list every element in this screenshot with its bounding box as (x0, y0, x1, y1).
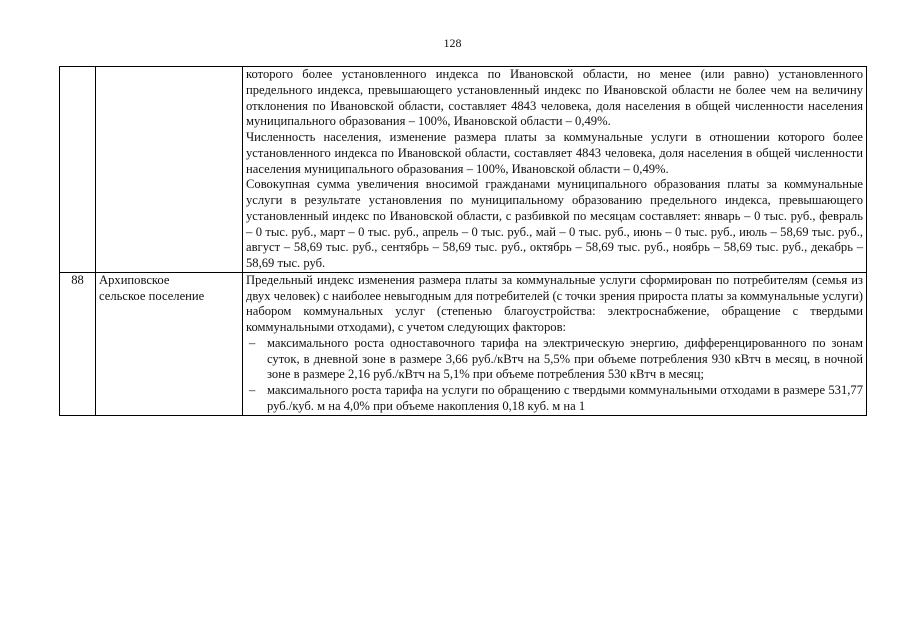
paragraph: Численность населения, изменение размера платы за коммунальные услуги в отношении которого более установленного индекса по Ивановской области, составляет 4843 человека, доля населения в общей численности населения муниципального образования – 100%, Ивановской области – 0,49%. (246, 130, 863, 176)
list-item (246, 336, 863, 383)
paragraph: Совокупная сумма увеличения вносимой гражданами муниципального образования платы за коммунальные услуги в результате установления по муниципальному образованию предельного индекса, превышающего установленный индекс по Ивановской области, с разбивкой по месяцам составляет: январь – 0 тыс. руб., февраль – 0 тыс. руб., март – 0 тыс. руб., апрель – 0 тыс. руб., май – 0 тыс. руб., июнь – 0 тыс. руб., июль – 58,69 тыс. руб., август – 58,69 тыс. руб., сентябрь – 58,69 тыс. руб., октябрь – 58,69 тыс. руб., ноябрь – 58,69 тыс. руб., декабрь – 58,69 тыс. руб. (246, 177, 863, 270)
row-number-cell: 88 (60, 272, 96, 415)
municipality-name-cell (96, 67, 243, 273)
paragraph: которого более установленного индекса по Ивановской области, но менее (или равно) установленного предельного индекса, превышающего установленный индекс по Ивановской области не более чем на величину отклонения по Ивановской области, составляет 4843 человека, доля населения в общей численности населения муниципального образования – 100%, Ивановской области – 0,49%. (246, 67, 863, 129)
row-number-cell (60, 67, 96, 273)
list-item-text: максимального роста тарифа на услуги по обращению с твердыми коммунальными отходами в размере 531,77 руб./куб. м на 4,0% при объеме накопления 0,18 куб. м на 1 (267, 383, 863, 413)
table-row (60, 67, 867, 273)
dash-marker: – (249, 335, 256, 350)
municipality-name-cell (96, 272, 243, 415)
list-item (246, 383, 863, 415)
page-number: 128 (443, 36, 462, 50)
list-item-text: максимального роста одноставочного тарифа на электрическую энергию, дифференцированного по зонам суток, в дневной зоне в размере 3,66 руб./кВтч на 5,5% при объеме потребления 930 кВтч в месяц, в ночной зоне в размере 2,16 руб./кВтч на 5,1% при объеме потребления 530 кВтч в месяц; (267, 335, 863, 382)
factor-list (246, 336, 863, 415)
description-cell (243, 272, 867, 415)
paragraph: Предельный индекс изменения размера платы за коммунальные услуги сформирован по потребителям (семья из двух человек) с наиболее невыгодным для потребителей (с точки зрения прироста платы за коммунальные услуги) набором коммунальных услуг (степенью благоустройства: электроснабжение, обращение с твердыми коммунальными отходами), с учетом следующих факторов: (246, 272, 863, 334)
description-cell (243, 67, 867, 273)
table-row (60, 272, 867, 415)
dash-marker: – (249, 383, 256, 397)
municipal-table (59, 66, 867, 416)
municipality-name-line: Архиповское (99, 272, 170, 287)
municipality-name-line: сельское поселение (99, 288, 205, 303)
